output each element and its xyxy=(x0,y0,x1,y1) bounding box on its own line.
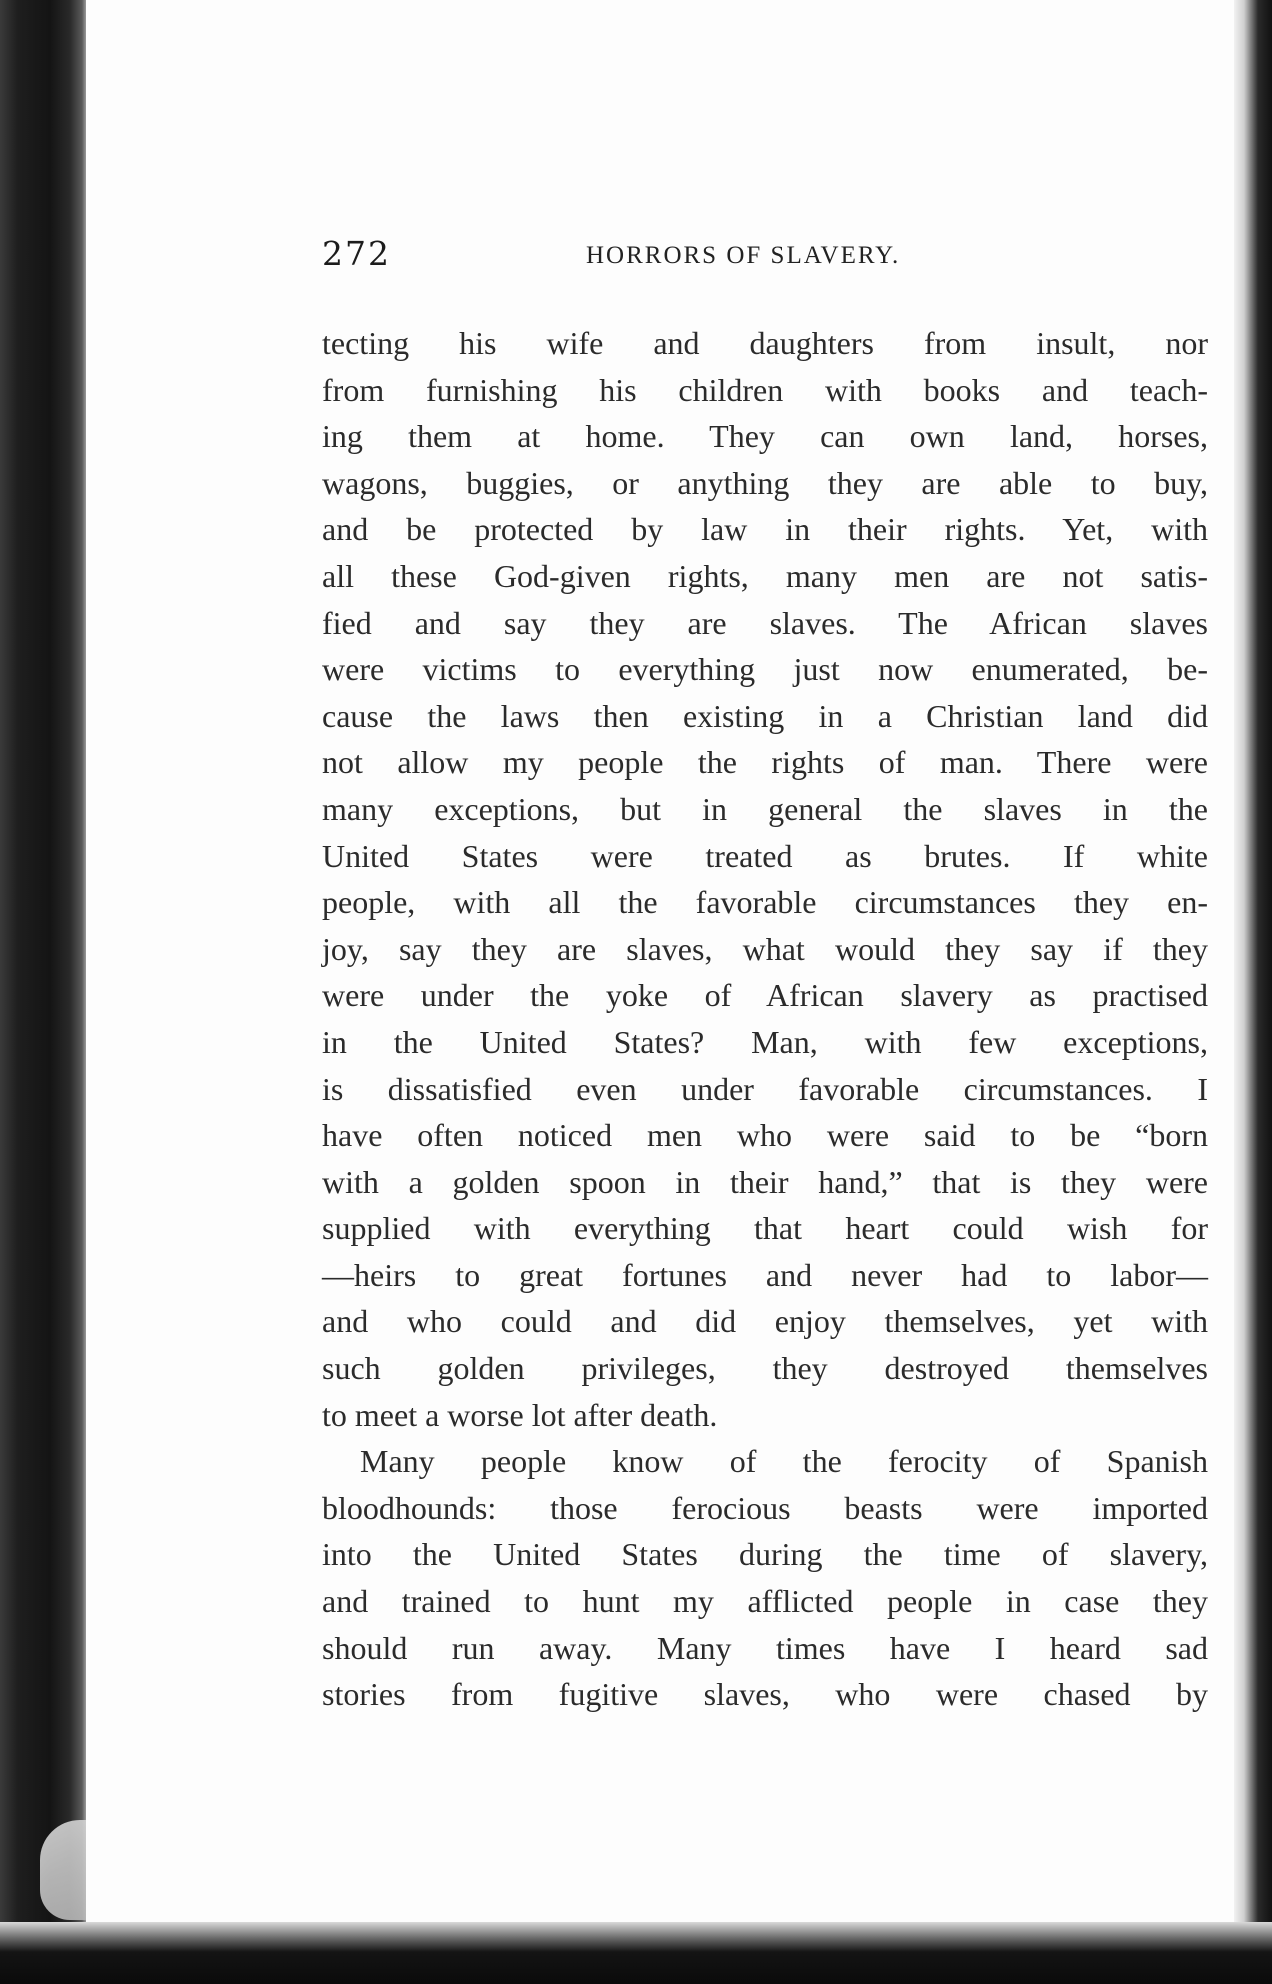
text-line: is dissatisfied even under favorable circumstances. I xyxy=(322,1070,1208,1107)
page-right-edge xyxy=(1234,0,1272,1984)
text-line: ing them at home. They can own land, horses, xyxy=(322,418,1208,455)
text-line: and be protected by law in their rights. Yet, with xyxy=(322,511,1208,548)
page-header xyxy=(322,234,962,284)
text-line: were victims to everything just now enumerated, be- xyxy=(322,651,1208,688)
text-line: and who could and did enjoy themselves, yet with xyxy=(322,1303,1208,1340)
page-bottom-edge xyxy=(0,1922,1272,1984)
book-spine xyxy=(0,0,86,1940)
text-line: people, with all the favorable circumstances they en- xyxy=(322,884,1208,921)
text-line: joy, say they are slaves, what would they say if they xyxy=(322,930,1208,967)
text-line: with a golden spoon in their hand,” that is they were xyxy=(322,1163,1208,1200)
text-line: many exceptions, but in general the slaves in the xyxy=(322,790,1208,827)
paragraph-2 xyxy=(322,1438,1208,1718)
paragraph-1 xyxy=(322,320,1208,1438)
text-line: to meet a worse lot after death. xyxy=(322,1396,718,1433)
running-head: HORRORS OF SLAVERY. xyxy=(586,242,901,269)
text-line: bloodhounds: those ferocious beasts were imported xyxy=(322,1489,1208,1526)
text-line: in the United States? Man, with few exceptions, xyxy=(322,1023,1208,1060)
text-line: have often noticed men who were said to be “born xyxy=(322,1117,1208,1154)
text-line: should run away. Many times have I heard sad xyxy=(322,1629,1208,1666)
text-line: fied and say they are slaves. The African slaves xyxy=(322,604,1208,641)
text-line: all these God-given rights, many men are not satis- xyxy=(322,557,1208,594)
text-line: were under the yoke of African slavery as practised xyxy=(322,977,1208,1014)
text-line: and trained to hunt my afflicted people in case they xyxy=(322,1583,1208,1620)
text-line: cause the laws then existing in a Christian land did xyxy=(322,697,1208,734)
text-line: not allow my people the rights of man. There were xyxy=(322,744,1208,781)
text-line: United States were treated as brutes. If white xyxy=(322,837,1208,874)
text-line: into the United States during the time of slavery, xyxy=(322,1536,1208,1573)
text-line: wagons, buggies, or anything they are able to buy, xyxy=(322,464,1208,501)
page-number: 272 xyxy=(322,234,391,273)
text-line: —heirs to great fortunes and never had to labor— xyxy=(322,1256,1208,1293)
text-line: tecting his wife and daughters from insult, nor xyxy=(322,325,1208,361)
text-line: supplied with everything that heart could wish for xyxy=(322,1210,1208,1247)
text-line: stories from fugitive slaves, who were chased by xyxy=(322,1676,1208,1713)
text-line: from furnishing his children with books and teach- xyxy=(322,371,1208,408)
body-text xyxy=(322,320,1208,1718)
text-line: Many people know of the ferocity of Spanish xyxy=(360,1443,1208,1480)
text-line: such golden privileges, they destroyed themselves xyxy=(322,1350,1208,1387)
